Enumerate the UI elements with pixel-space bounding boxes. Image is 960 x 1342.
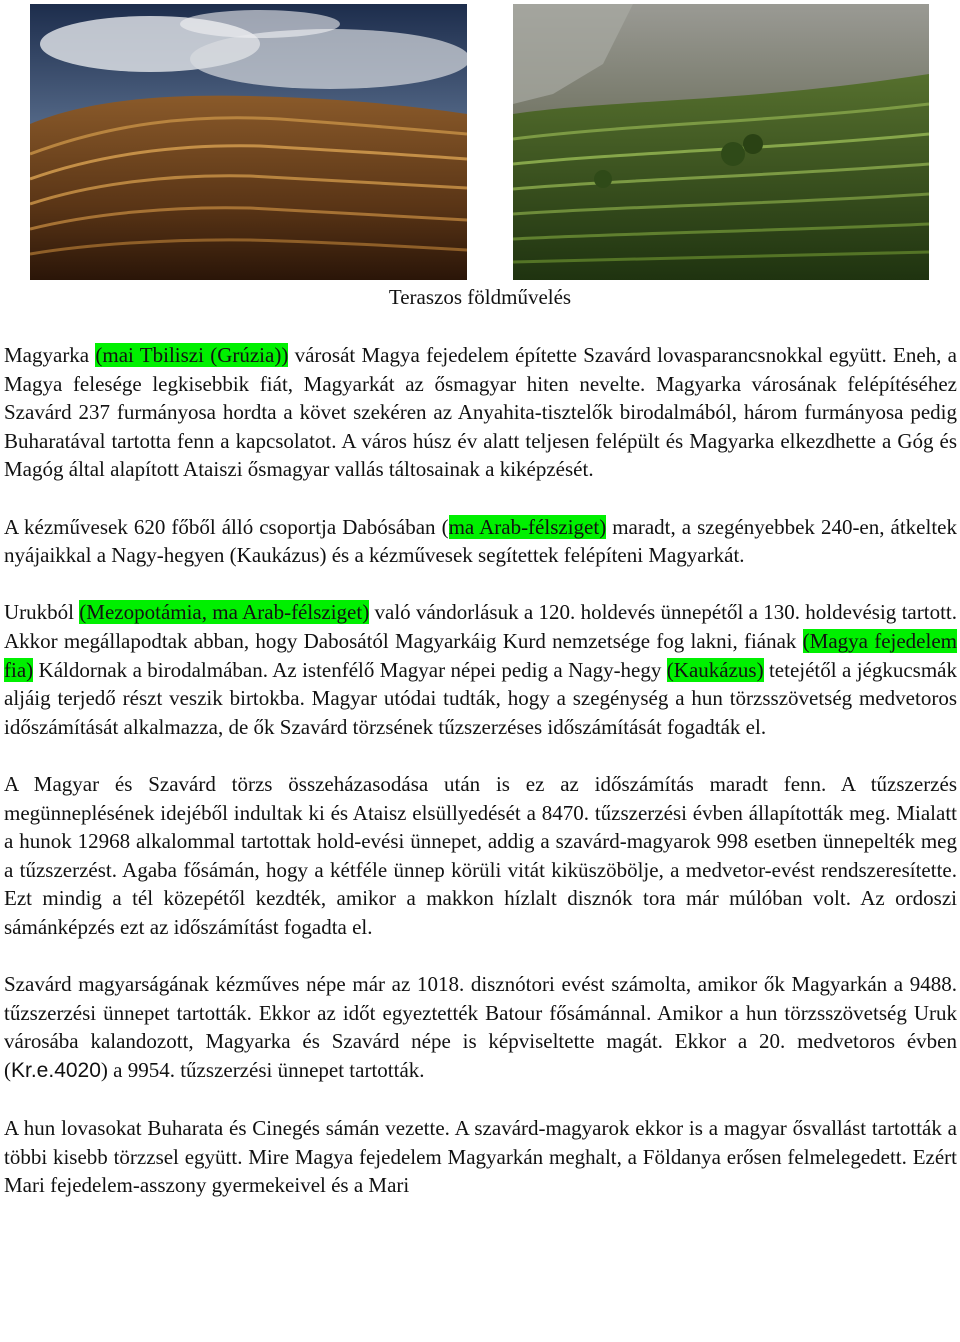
paragraph-4: A Magyar és Szavárd törzs összeházasodása után is ez az időszámítás maradt fenn. A tűzszerzés megünneplésének idejéből indultak ki és Ataisz elsüllyedését a 8470. tűzszerzési évben állapították meg. Mialatt a hunok 12968 alkalommal tartottak hold-evési ünnepet, addig a szavárd-magyarok 998 esetben ünnepelték meg a tűzszerzést. Agaba fősámán, hogy a kétféle ünnep körüli vitát kiküszöbölje, a medvetor-evést rendszeresítette. Ezt mindig a tél közepétől kezdték, amikor a makkon hízlalt disznók tora már múlóban volt. Az ordoszi sámánképzés ezt az időszámítást fogadta el. bbox=[4, 771, 957, 939]
p3-text-a: Urukból bbox=[4, 600, 80, 625]
p3-text-c: Káldornak a birodalmában. Az istenfélő Magyar népei pedig a Nagy-hegy bbox=[33, 657, 667, 682]
paragraph-1 bbox=[4, 341, 957, 484]
photo-caption: Teraszos földművelés bbox=[388, 285, 572, 309]
p2-highlight: ma Arab-félsziget) bbox=[448, 514, 607, 539]
p2-text-a: A kézművesek 620 főből álló csoportja Dabósában ( bbox=[4, 514, 449, 539]
p3-text-b: való vándorlásuk a 120. holdevés ünnepétől a 130. holdevésig tartott. Akkor megállapodtak abban, hogy Dabosától Magyarkáig Kurd nemzetsége fog lakni, fiának bbox=[4, 600, 957, 653]
p1-text-b: városát Magya fejedelem építette Szavárd lovasparancsnokkal együtt. Eneh, a Magya felesége legkisebbik fiát, Magyarkát az ősmagyar hiten nevelte. Magyarka városának felépítéséhez Szavárd 237 furmányosa hordta a követ szekéren az Anyahita-tisztelők birodalmából, három furmányosa pedig Buharatával tartotta fenn a kapcsolatot. A város húsz év alatt teljesen felépült és Magyarka elkezdhette a Góg és Magóg által alapított Ataiszi ősmagyar vallás táltosainak a kiképzését. bbox=[4, 343, 957, 482]
terraced-valley-photo-right bbox=[513, 4, 929, 280]
terraced-hillside-photo-left bbox=[30, 4, 467, 280]
paragraph-6: A hun lovasokat Buharata és Cinegés sámán vezette. A szavárd-magyarok ekkor is a magyar ősvallást tartották a többi kisebb törzzsel együtt. Mire Magya fejedelem Magyarkán meghalt, a Földanya erősen felmelegedett. Ezért Mari fejedelem-asszony gyermekeivel és a Mari bbox=[4, 1116, 957, 1198]
p1-highlight: (mai Tbiliszi (Grúzia)) bbox=[95, 343, 289, 367]
p3-highlight-2: (Magya fejedelem fia) bbox=[4, 628, 957, 682]
p5-text-a: Szavárd magyarságának kézműves népe már az 1018. disznótori evést számolta, amikor ők Magyarkán a 9488. tűzszerzési ünnepet tartották. Ekkor az időt egyeztették Batour fősámánnal. Amikor a hun törzsszövetség Uruk városába kalandozott, Magyarka és Szavárd népe is képviseltette magát. Ekkor a 20. medvetoros évben ( bbox=[4, 972, 957, 1082]
paragraph-5 bbox=[4, 970, 957, 1085]
p3-highlight-1: (Mezopotámia, ma Arab-félsziget) bbox=[79, 600, 370, 625]
p2-text-b: maradt, a szegényebbek 240-en, átkeltek nyájaikkal a Nagy-hegyen (Kaukázus) és a kézművesek segítettek felépíteni Magyarkát. bbox=[4, 514, 957, 568]
p5-date: Kr.e.4020 bbox=[11, 1058, 101, 1082]
p3-highlight-3: (Kaukázus) bbox=[666, 657, 764, 682]
article-body bbox=[4, 341, 957, 1228]
paragraph-3 bbox=[4, 598, 957, 741]
p5-text-b: ) a 9954. tűzszerzési ünnepet tartották. bbox=[100, 1057, 425, 1082]
p1-text-a: Magyarka bbox=[4, 343, 96, 367]
paragraph-2 bbox=[4, 513, 957, 570]
p3-text-d: tetejétől a jégkucsmák aljáig terjedő részt veszik birtokba. Magyar utódai tudták, hogy a szegénység a hun törzsszövetség medvetoros időszámítását alkalmazza, de ők Szavárd törzsének tűzszerzéses időszámítását fogadták el. bbox=[4, 657, 957, 739]
